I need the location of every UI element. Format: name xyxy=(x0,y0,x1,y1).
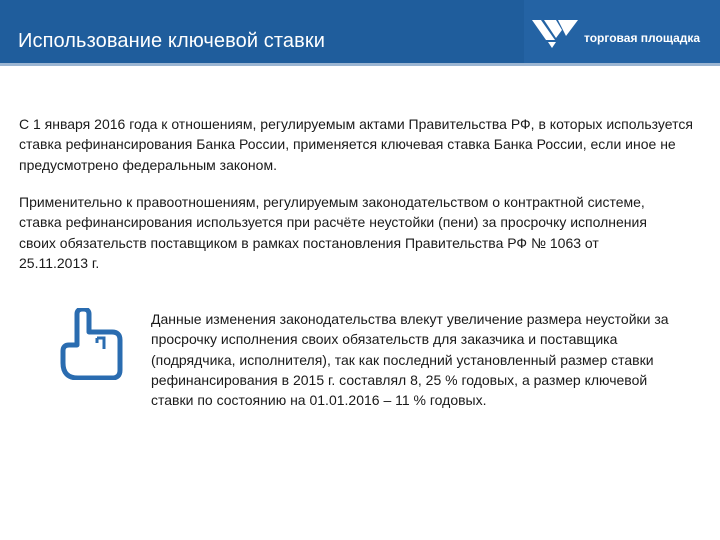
page-title: Использование ключевой ставки xyxy=(18,30,325,52)
paragraph-key-rate: С 1 января 2016 года к отношениям, регулируемым актами Правительства РФ, в которых используется ставка рефинансирования Банка России, применяется ключевая ставка Банка России, если иное не предусмотрено федеральным законом. xyxy=(19,116,693,173)
logo xyxy=(524,0,720,63)
logo-text: торговая площадка xyxy=(584,31,701,45)
paragraph-contract-system: Применительно к правоотношениям, регулируемым законодательством о контрактной системе, ставка рефинансирования используется при расчёте неустойки (пени) за просрочку исполнения своих обязательств поставщиком в рамках постановления Правительства РФ № 1063 от 25.11.2013 г. xyxy=(19,194,647,271)
note-text: Данные изменения законодательства влекут увеличение размера неустойки за просрочку исполнения своих обязательств для заказчика и поставщика (подрядчика, исполнителя), так как последний установленный размер ставки рефинансирования в 2015 г. составлял 8, 25 % годовых, а размер ключевой ставки по состоянию на 01.01.2016 – 11 % годовых. xyxy=(151,311,669,409)
pointing-hand-icon xyxy=(54,308,124,380)
logo-icon xyxy=(532,18,580,50)
header-bar xyxy=(0,0,720,66)
